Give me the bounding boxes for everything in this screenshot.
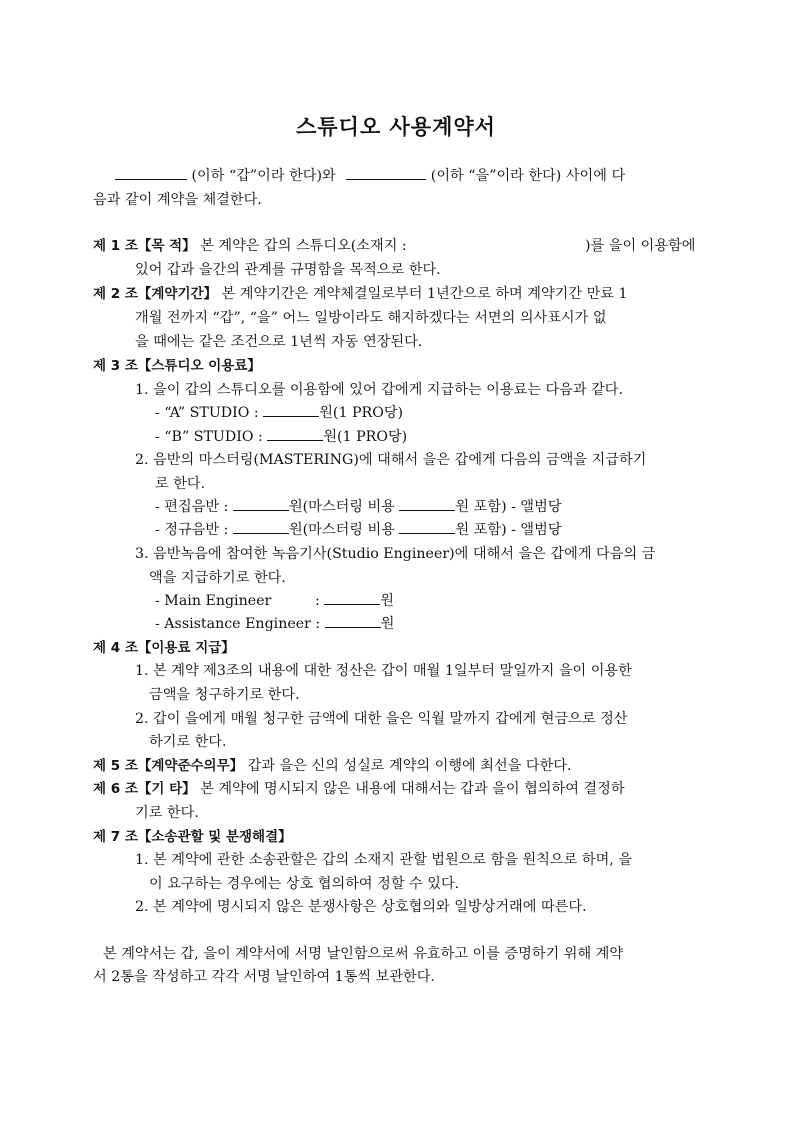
article-6-heading: 제 6 조【기 타】 bbox=[93, 781, 196, 797]
regular-album-fee-line: - 정규음반 : 원(마스터링 비용 원 포함) - 앨범당 bbox=[155, 522, 562, 538]
article-4-heading: 제 4 조【이용료 지급】 bbox=[93, 640, 235, 656]
assistant-engineer-fee-line: - Assistance Engineer : 원 bbox=[155, 616, 395, 632]
article-3-item-1: 1. 을이 갑의 스튜디오를 이용함에 있어 갑에게 지급하는 이용료는 다음과 같다. bbox=[135, 382, 624, 398]
article-1-line-2: 있어 갑과 을간의 관계를 규명함을 목적으로 한다. bbox=[135, 262, 441, 278]
article-7-heading: 제 7 조【소송관할 및 분쟁해결】 bbox=[93, 829, 292, 845]
regular-album-fee-blank[interactable] bbox=[233, 520, 289, 534]
party-a-blank[interactable] bbox=[115, 166, 187, 180]
edit-album-fee-line: - 편집음반 : 원(마스터링 비용 원 포함) - 앨범당 bbox=[155, 499, 562, 515]
intro-line-1: (이하 “갑”이라 한다)와 (이하 “을”이라 한다) 사이에 다 bbox=[115, 166, 625, 186]
article-3-item-2-line-2: 로 한다. bbox=[155, 476, 206, 492]
main-engineer-fee-value: : 원 bbox=[315, 593, 395, 609]
article-4-item-1-line-2: 금액을 청구하기로 한다. bbox=[149, 687, 300, 703]
article-4-item-2-line-1: 2. 갑이 을에게 매월 청구한 금액에 대한 을은 익월 말까지 갑에게 현금으로 정산 bbox=[135, 711, 628, 727]
article-7-item-1-line-2: 이 요구하는 경우에는 상호 협의하여 정할 수 있다. bbox=[149, 876, 460, 892]
article-4-item-2-line-2: 하기로 한다. bbox=[149, 734, 227, 750]
article-2-line-1: 제 2 조【계약기간】 본 계약기간은 계약체결일로부터 1년간으로 하며 계약기간 만료 1 bbox=[93, 286, 628, 302]
article-5-line-1: 제 5 조【계약준수의무】 갑과 을은 신의 성실로 계약의 이행에 최선을 다한다. bbox=[93, 758, 572, 774]
article-6-line-1: 제 6 조【기 타】 본 계약에 명시되지 않은 내용에 대해서는 갑과 을이 협의하여 결정하 bbox=[93, 781, 625, 797]
main-engineer-fee-blank[interactable] bbox=[324, 591, 380, 605]
article-2-heading: 제 2 조【계약기간】 bbox=[93, 286, 218, 302]
article-3-item-2-line-1: 2. 음반의 마스터링(MASTERING)에 대해서 을은 갑에게 다음의 금액을 지급하기 bbox=[135, 452, 647, 468]
studio-a-fee-line: - “A” STUDIO : 원(1 PRO당) bbox=[155, 405, 404, 421]
studio-b-fee-blank[interactable] bbox=[267, 427, 323, 441]
article-4-item-1-line-1: 1. 본 계약 제3조의 내용에 대한 정산은 갑이 매월 1일부터 말일까지 을이 이용한 bbox=[135, 663, 632, 679]
article-7-item-2: 2. 본 계약에 명시되지 않은 분쟁사항은 상호협의와 일방상거래에 따른다. bbox=[135, 899, 587, 915]
article-7-item-1-line-1: 1. 본 계약에 관한 소송관할은 갑의 소재지 관할 법원으로 함을 원칙으로 하며, 을 bbox=[135, 852, 633, 868]
assistant-engineer-fee-blank[interactable] bbox=[325, 614, 381, 628]
article-3-heading: 제 3 조【스튜디오 이용료】 bbox=[93, 358, 261, 374]
studio-a-fee-blank[interactable] bbox=[263, 403, 319, 417]
edit-mastering-fee-blank[interactable] bbox=[399, 497, 455, 511]
closing-line-1: 본 계약서는 갑, 을이 계약서에 서명 날인함으로써 유효하고 이를 증명하기 위해 계약 bbox=[103, 946, 624, 962]
article-6-line-2: 기로 한다. bbox=[135, 805, 199, 821]
edit-album-fee-blank[interactable] bbox=[233, 497, 289, 511]
article-2-line-3: 을 때에는 같은 조건으로 1년씩 자동 연장된다. bbox=[135, 334, 423, 350]
article-3-item-3-line-1: 3. 음반녹음에 참여한 녹음기사(Studio Engineer)에 대해서 을은 갑에게 다음의 금 bbox=[135, 546, 656, 562]
article-3-item-3-line-2: 액을 지급하기로 한다. bbox=[149, 570, 286, 586]
studio-b-fee-line: - “B” STUDIO : 원(1 PRO당) bbox=[155, 429, 408, 445]
closing-line-2: 서 2통을 작성하고 각각 서명 날인하여 1통씩 보관한다. bbox=[93, 969, 435, 985]
intro-line-2: 음과 같이 계약을 체결한다. bbox=[93, 192, 262, 208]
article-5-heading: 제 5 조【계약준수의무】 bbox=[93, 758, 244, 774]
regular-mastering-fee-blank[interactable] bbox=[399, 520, 455, 534]
document-title: 스튜디오 사용계약서 bbox=[296, 115, 496, 139]
article-1-heading: 제 1 조【목 적】 bbox=[93, 238, 196, 254]
main-engineer-fee-line: - Main Engineer bbox=[155, 593, 272, 609]
article-1-line-1-end: )를 을이 이용함에 bbox=[585, 238, 696, 254]
article-2-line-2: 개월 전까지 “갑”, “을” 어느 일방이라도 해지하겠다는 서면의 의사표시가 없 bbox=[135, 310, 607, 326]
party-b-blank[interactable] bbox=[346, 166, 426, 180]
article-1-line-1: 제 1 조【목 적】 본 계약은 갑의 스튜디오(소재지 : bbox=[93, 238, 407, 254]
